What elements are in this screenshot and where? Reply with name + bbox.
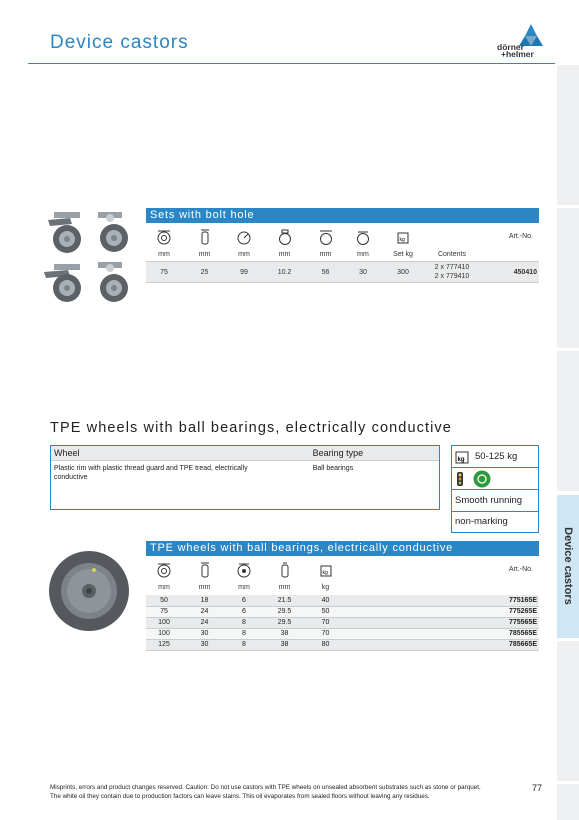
set-artno: 450410 (513, 268, 537, 276)
overall-height-icon (318, 229, 334, 245)
svg-text:kg: kg (457, 457, 465, 463)
tpe-units-row: mm mm mm mm kg (158, 584, 330, 591)
castor-set-image (40, 208, 145, 308)
table-cell: 70 (308, 617, 343, 628)
axle-bore-icon (236, 562, 252, 578)
table-cell: 8 (227, 628, 261, 639)
tpe-section-header: TPE wheels with ball bearings, electrically conductive (146, 541, 539, 556)
tpe-data-table (146, 595, 539, 651)
article-number: 785565E (501, 628, 539, 639)
set-section-header: Sets with bolt hole (146, 208, 539, 223)
article-number: 775565E (501, 617, 539, 628)
table-cell: 30 (182, 639, 227, 650)
article-number: 775265E (501, 606, 539, 617)
wheel-info-table (50, 445, 440, 510)
table-cell: 6 (227, 606, 261, 617)
hub-length-icon (279, 562, 291, 578)
table-cell: 6 (227, 595, 261, 606)
bearing-type-header: Bearing type (312, 448, 364, 458)
table-row (146, 617, 539, 628)
table-cell: 50 (146, 595, 182, 606)
feature-non-marking: non-marking (455, 516, 508, 527)
wheel-width-icon (199, 229, 211, 245)
load-range: 50-125 kg (475, 451, 518, 462)
article-number: 775165E (501, 595, 539, 606)
wheel-diameter-icon (157, 229, 171, 245)
table-spacer (343, 628, 501, 639)
wheel-width-icon (199, 562, 211, 578)
wheel-diameter-icon (157, 562, 171, 578)
load-weight-icon (396, 229, 410, 245)
table-spacer (343, 639, 501, 650)
table-cell: 8 (227, 617, 261, 628)
set-data-row: 75 25 99 10.2 56 30 300 2 x 777410 2 x 779410 450410 (146, 261, 539, 283)
set-icon-row (146, 229, 539, 249)
table-cell: 100 (146, 617, 182, 628)
table-cell: 38 (261, 639, 308, 650)
brake-icon (355, 229, 371, 245)
table-cell: 100 (146, 628, 182, 639)
page-number: 77 (532, 783, 543, 793)
table-cell: 38 (261, 628, 308, 639)
load-weight-icon (319, 562, 333, 578)
table-cell: 24 (182, 606, 227, 617)
bolt-hole-icon (277, 229, 293, 245)
tpe-artno-label: Art.-No. (508, 566, 533, 573)
side-tab-device-castors[interactable]: Device castors (562, 527, 574, 605)
table-cell: 29.5 (261, 606, 308, 617)
table-row (146, 628, 539, 639)
feature-smooth-running: Smooth running (452, 490, 538, 512)
tpe-wheel-image (46, 548, 132, 634)
traffic-light-icon (456, 471, 464, 487)
offset-icon (236, 229, 252, 245)
table-cell: 70 (308, 628, 343, 639)
title-divider (28, 63, 555, 64)
svg-text:kg: kg (399, 237, 405, 243)
table-spacer (343, 595, 501, 606)
footer-disclaimer: Misprints, errors and product changes reserved. Caution: Do not use castors with TPE wheels on unsealed absorbent substrates such as stone or parquet. The white oil they contain due to production factors can leave stains. This oil evaporates from sealed floors without leaving any residues. (50, 784, 481, 800)
wheel-header: Wheel (54, 448, 80, 458)
wheel-description: Plastic rim with plastic thread guard and TPE tread, electrically conductive (54, 465, 248, 481)
table-cell: 30 (182, 628, 227, 639)
table-spacer (343, 617, 501, 628)
set-artno-label: Art.-No. (508, 233, 533, 240)
table-row (146, 639, 539, 650)
table-cell: 80 (308, 639, 343, 650)
side-tab-strip (557, 65, 579, 820)
table-cell: 125 (146, 639, 182, 650)
svg-text:kg: kg (322, 570, 328, 576)
table-cell: 21.5 (261, 595, 308, 606)
tpe-icon-row (146, 562, 539, 582)
page-title: Device castors (50, 32, 189, 53)
table-cell: 18 (182, 595, 227, 606)
set-section (146, 208, 539, 283)
article-number: 785665E (501, 639, 539, 650)
conductive-icon (473, 470, 491, 488)
table-row (146, 595, 539, 606)
bearing-type-value: Ball bearings (312, 465, 354, 472)
table-cell: 75 (146, 606, 182, 617)
tpe-section (146, 541, 539, 651)
table-cell: 24 (182, 617, 227, 628)
table-cell: 8 (227, 639, 261, 650)
brand-logo-text: dörner +helmer (497, 42, 534, 59)
set-units-row: mm mm mm mm mm mm Set kg Contents (158, 251, 467, 258)
table-cell: 50 (308, 606, 343, 617)
load-capacity-icon (455, 449, 469, 464)
table-cell: 29.5 (261, 617, 308, 628)
table-row (146, 606, 539, 617)
tpe-section-heading: TPE wheels with ball bearings, electrically conductive (50, 420, 452, 436)
feature-box (451, 445, 539, 533)
table-spacer (343, 606, 501, 617)
table-cell: 40 (308, 595, 343, 606)
